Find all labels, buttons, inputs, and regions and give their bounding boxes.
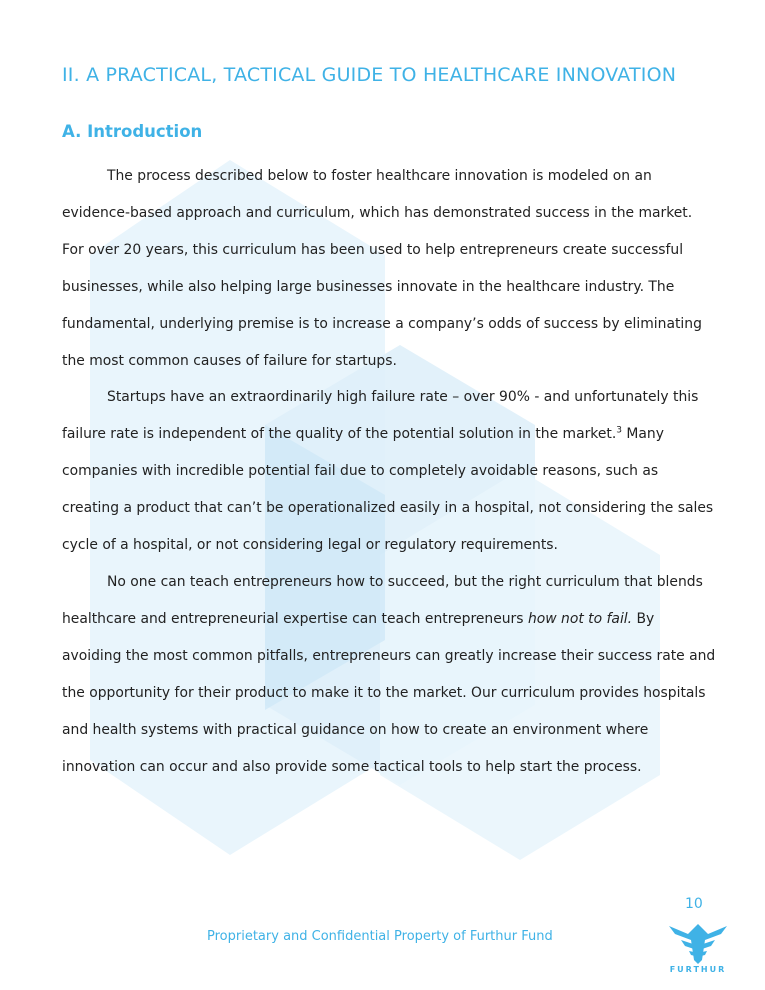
paragraph-2-main: Startups have an extraordinarily high failure rate – over 90% - and unfortunately this failure rate is independent of the quality of the potential solution in the market. — [62, 389, 699, 443]
paragraph-2 — [62, 379, 718, 564]
furthur-wing-icon — [663, 918, 733, 964]
footer-text: Proprietary and Confidential Property of Furthur Fund — [207, 929, 553, 944]
logo-text: FURTHUR — [669, 965, 727, 974]
paragraph-3-emphasis: how not to fail. — [527, 610, 633, 627]
paragraph-3-before: No one can teach entrepreneurs how to succeed, but the right curriculum that blends healthcare and entrepreneurial expertise can teach entrepreneurs — [62, 573, 703, 627]
paragraph-1: The process described below to foster healthcare innovation is modeled on an evidence-based approach and curriculum, which has demonstrated success in the market. For over 20 years, this curriculum has been used to help entrepreneurs create successful businesses, while also helping large businesses innovate in the healthcare industry. The fundamental, underlying premise is to increase a company’s odds of success by eliminating the most common causes of failure for startups. — [62, 168, 702, 369]
furthur-logo — [663, 918, 733, 978]
paragraph-3 — [62, 564, 718, 785]
section-title: II. A PRACTICAL, TACTICAL GUIDE TO HEALTHCARE INNOVATION — [62, 64, 677, 86]
paragraph-2-rest: Many companies with incredible potential fail due to completely avoidable reasons, such as creating a product that can’t be operationalized easily in a hospital, not considering the sales cycle of a hospital, or not considering legal or regulatory requirements. — [62, 426, 714, 554]
paragraph-3-after: By avoiding the most common pitfalls, entrepreneurs can greatly increase their success rate and the opportunity for their product to make it to the market. Our curriculum provides hospitals and health systems with practical guidance on how to create an environment where innovation can occur and also provide some tactical tools to help start the process. — [62, 610, 716, 775]
page-number: 10 — [685, 896, 703, 912]
footnote-reference[interactable]: 3 — [616, 425, 622, 436]
body-text — [62, 158, 718, 785]
subsection-title: A. Introduction — [62, 122, 203, 141]
